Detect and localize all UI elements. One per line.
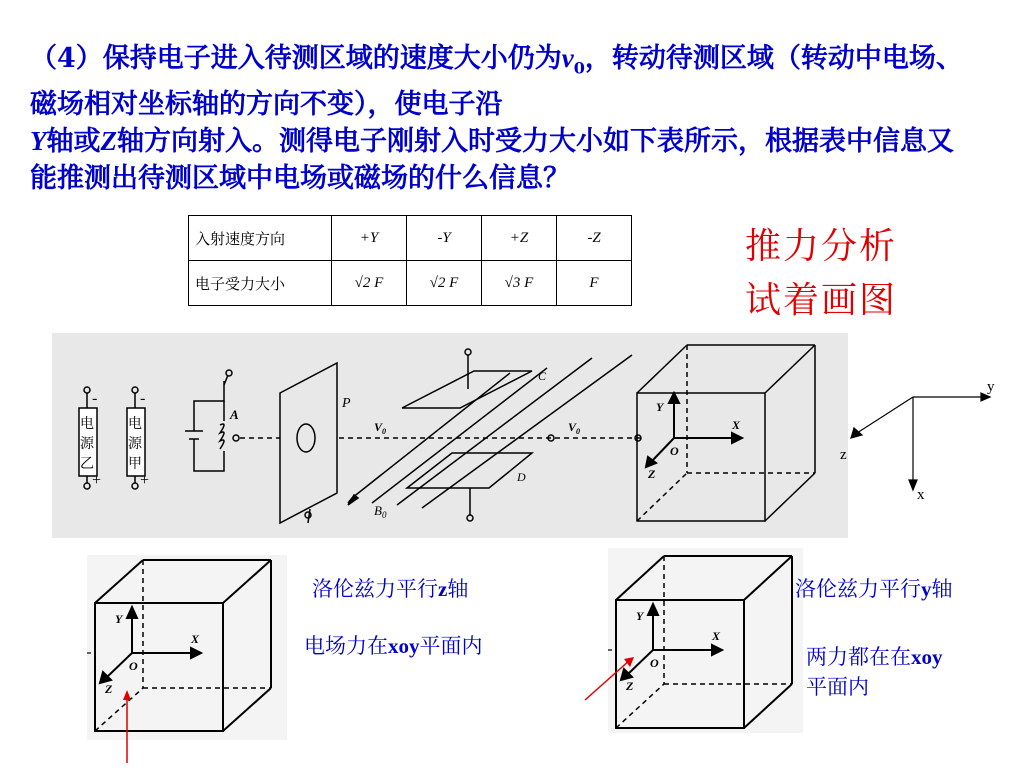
caption-left-electric: 电场力在xoy平面内 [304, 634, 483, 658]
left-cube-axis-o: O [129, 659, 138, 673]
right-cube-axis-x: X [712, 629, 721, 643]
minus-sign: - [140, 390, 146, 407]
question-part-3: 轴或 [46, 126, 101, 158]
label-c: C [538, 369, 547, 383]
left-cube-axis-x: X [191, 632, 200, 646]
cube-right [608, 548, 803, 733]
question-text [30, 40, 980, 197]
minus-sign: - [92, 390, 98, 407]
source-a-char-1: 电 [128, 417, 142, 432]
apparatus-diagram [52, 333, 848, 538]
question-part-4: 轴方向射入。测得电子刚射入时受力大小如下表所示，根据表中信息又能推测出待测区域中电场或磁场的什么信息？ [30, 126, 954, 195]
question-part-2: ，转动待测区域（转动中电场、磁场相对坐标轴的方向不变），使电子沿 [30, 43, 963, 121]
force-table [188, 215, 632, 306]
axis-x-label: x [917, 487, 925, 503]
table-cell: -Y [407, 216, 482, 261]
table-cell: F [557, 261, 632, 306]
left-cube-axis-z: Z [105, 682, 113, 696]
plate-p [280, 363, 337, 523]
source-a-char-3: 甲 [128, 457, 142, 472]
region-cube [637, 345, 815, 521]
right-cube-axis-z: Z [626, 679, 634, 693]
plus-sign: + [140, 472, 150, 489]
xyz-axes [835, 375, 1000, 505]
table-row [189, 261, 632, 306]
source-a-char-2: 源 [128, 437, 142, 452]
right-cube-axis-y: Y [636, 609, 644, 623]
table-cell: +Y [332, 216, 407, 261]
label-p: P [342, 396, 351, 411]
source-b-char-3: 乙 [80, 457, 94, 472]
velocity-symbol: v [561, 43, 574, 73]
question-part-1: （4）保持电子进入待测区域的速度大小仍为 [30, 43, 562, 74]
plate-c [402, 349, 532, 408]
right-cube-axis-o: O [650, 656, 659, 670]
y-axis-symbol: Y [30, 126, 47, 157]
label-b0: $B_0$ [374, 503, 387, 520]
caption-right-both: 两力都在在xoy 平面内 [806, 645, 943, 699]
red-arrow-right [580, 655, 640, 705]
source-b-char-2: 源 [80, 437, 94, 452]
table-cell: √3 F [482, 261, 557, 306]
plus-sign: + [92, 472, 102, 489]
table-header-direction: 入射速度方向 [189, 216, 332, 261]
cube-axis-o: O [670, 444, 679, 458]
note-force-analysis: 推力分析 [745, 226, 898, 267]
axis-y-label: y [987, 379, 995, 395]
table-cell: √2 F [407, 261, 482, 306]
table-row [189, 216, 632, 261]
table-header-force: 电子受力大小 [189, 261, 332, 306]
source-b-char-1: 电 [80, 417, 94, 432]
cube-axis-y: Y [656, 400, 664, 414]
red-arrow-left [120, 688, 135, 763]
caption-left-lorentz: 洛伦兹力平行z轴 [312, 577, 469, 601]
table-cell: -Z [557, 216, 632, 261]
caption-right-lorentz: 洛伦兹力平行y轴 [795, 577, 953, 601]
velocity-subscript: 0 [573, 58, 585, 78]
label-v0: $V_0$ [374, 420, 387, 436]
axis-z-label: z [840, 447, 847, 463]
plate-d [407, 453, 532, 521]
cube-left [87, 555, 287, 740]
z-axis-symbol: Z [100, 126, 117, 157]
cube-axis-x: X [732, 418, 741, 432]
note-draw-diagram: 试着画图 [745, 280, 898, 321]
label-d: D [517, 470, 526, 484]
cube-axis-z: Z [648, 467, 656, 481]
table-cell: +Z [482, 216, 557, 261]
label-v0: $V_0$ [568, 420, 581, 436]
left-cube-axis-y: Y [115, 612, 123, 626]
label-a: A [230, 407, 239, 422]
table-cell: √2 F [332, 261, 407, 306]
